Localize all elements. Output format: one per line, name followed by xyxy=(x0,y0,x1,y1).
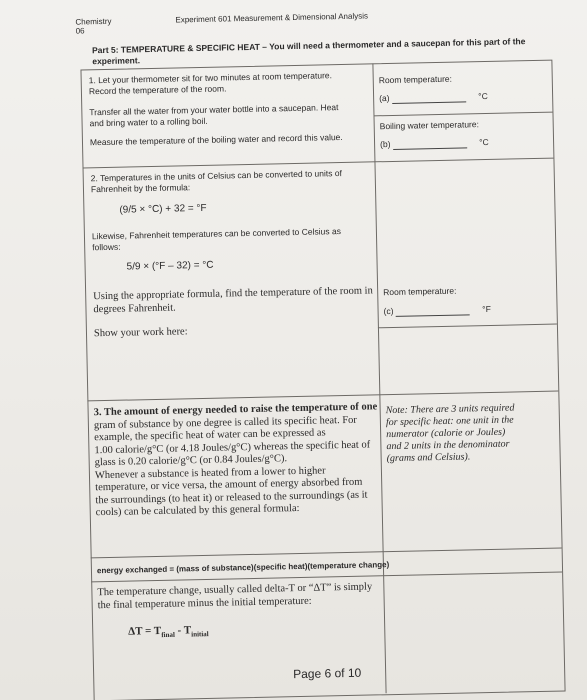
note-line: numerator (calorie or Joules) xyxy=(386,426,506,441)
step1-line: and bring water to a rolling boil. xyxy=(89,115,208,129)
step2-line: degrees Fahrenheit. xyxy=(93,302,176,315)
step3-line: cools) can be calculated by this general formula: xyxy=(95,502,300,519)
unit-c: °C xyxy=(479,136,489,148)
room-temperature-field xyxy=(379,72,545,104)
blank-c-line[interactable] xyxy=(396,306,470,317)
step1-line: Record the temperature of the room. xyxy=(88,83,227,97)
blank-a-line[interactable] xyxy=(392,93,466,104)
step2-line: Using the appropriate formula, find the temperature of the room in xyxy=(93,285,373,303)
delta-line: The temperature change, usually called delta-T or “ΔT” is simply xyxy=(97,581,373,599)
part5-note: – You will need a thermometer and a saucepan for this part of the experiment. xyxy=(92,36,526,67)
step3-line: 3. The amount of energy needed to raise the temperature of one xyxy=(93,401,378,419)
step2-task xyxy=(93,285,379,340)
experiment-title: Experiment 601 Measurement & Dimensional Analysis xyxy=(175,11,369,25)
step3-line: Whenever a substance is heated from a lower to higher xyxy=(94,464,326,481)
sub-initial: initial xyxy=(191,630,209,639)
step3-line: temperature, or vice versa, the amount of energy absorbed from xyxy=(95,476,363,494)
c-to-f-formula: (9/5 × °C) + 32 = °F xyxy=(119,202,207,216)
show-work-label: Show your work here: xyxy=(93,326,188,340)
step3-text xyxy=(94,401,386,520)
blank-c-label: (c) xyxy=(383,305,394,317)
unit-f: °F xyxy=(482,303,491,315)
step1-line: Measure the temperature of the boiling water and record this value. xyxy=(89,132,343,148)
step3-line: glass is 0.20 calorie/g°C (or 0.84 Joules/g°C). xyxy=(94,453,288,469)
step1-line: Transfer all the water from your water bottle into a saucepan. Heat xyxy=(89,102,339,118)
delta-line: the final temperature minus the initial temperature: xyxy=(97,595,312,611)
step1-instructions xyxy=(89,69,370,148)
note-line: Note: There are 3 units required xyxy=(385,402,515,417)
blank-b-label: (b) xyxy=(379,139,391,150)
step3-line: example, the specific heat of water can be expressed as xyxy=(94,427,326,444)
dt-eq: ΔT = T xyxy=(128,624,162,638)
energy-formula: energy exchanged = (mass of substance)(specific heat)(temperature change) xyxy=(96,560,390,576)
step2-line: Fahrenheit by the formula: xyxy=(90,182,191,195)
boiling-temperature-field xyxy=(380,118,546,150)
f-to-c-formula: 5/9 × (°F – 32) = °C xyxy=(126,259,214,273)
work-area[interactable] xyxy=(88,338,377,398)
specific-heat-note xyxy=(386,402,557,466)
fahrenheit-temperature-field xyxy=(383,284,549,317)
step3-line: gram of substance by one degree is called its specific heat. For xyxy=(93,414,357,431)
step1-line: 1. Let your thermometer sit for two minutes at room temperature. xyxy=(88,70,333,86)
note-line: for specific heat: one unit in the xyxy=(385,414,514,429)
page-number: Page 6 of 10 xyxy=(293,665,362,682)
step2-line: follows: xyxy=(92,241,121,253)
blank-b-line[interactable] xyxy=(393,139,467,150)
field-label: Room temperature: xyxy=(378,73,453,86)
note-line: (grams and Celsius). xyxy=(386,451,471,465)
blank-a-label: (a) xyxy=(379,93,390,104)
step3-line: the surroundings (to heat it) or released to the surroundings (as it xyxy=(95,489,368,506)
unit-c: °C xyxy=(478,90,488,102)
field-label: Boiling water temperature: xyxy=(379,119,480,132)
sub-final: final xyxy=(161,630,175,640)
part5-title: Part 5: TEMPERATURE & SPECIFIC HEAT xyxy=(91,41,260,56)
step3-line: 1.00 calorie/g°C (or 4.18 Joules/g°C) whereas the specific heat of xyxy=(94,438,371,456)
note-line: and 2 units in the denominator xyxy=(386,438,510,453)
step2-line: 2. Temperatures in the units of Celsius can be converted to units of xyxy=(90,168,343,184)
field-label: Room temperature: xyxy=(383,285,457,298)
worksheet xyxy=(55,0,587,700)
step2-line: Likewise, Fahrenheit temperatures can be converted to Celsius as xyxy=(91,226,342,242)
dt-dash: - T xyxy=(174,624,192,637)
delta-t-formula xyxy=(128,625,209,642)
course-name: Chemistry 06 xyxy=(75,16,112,36)
